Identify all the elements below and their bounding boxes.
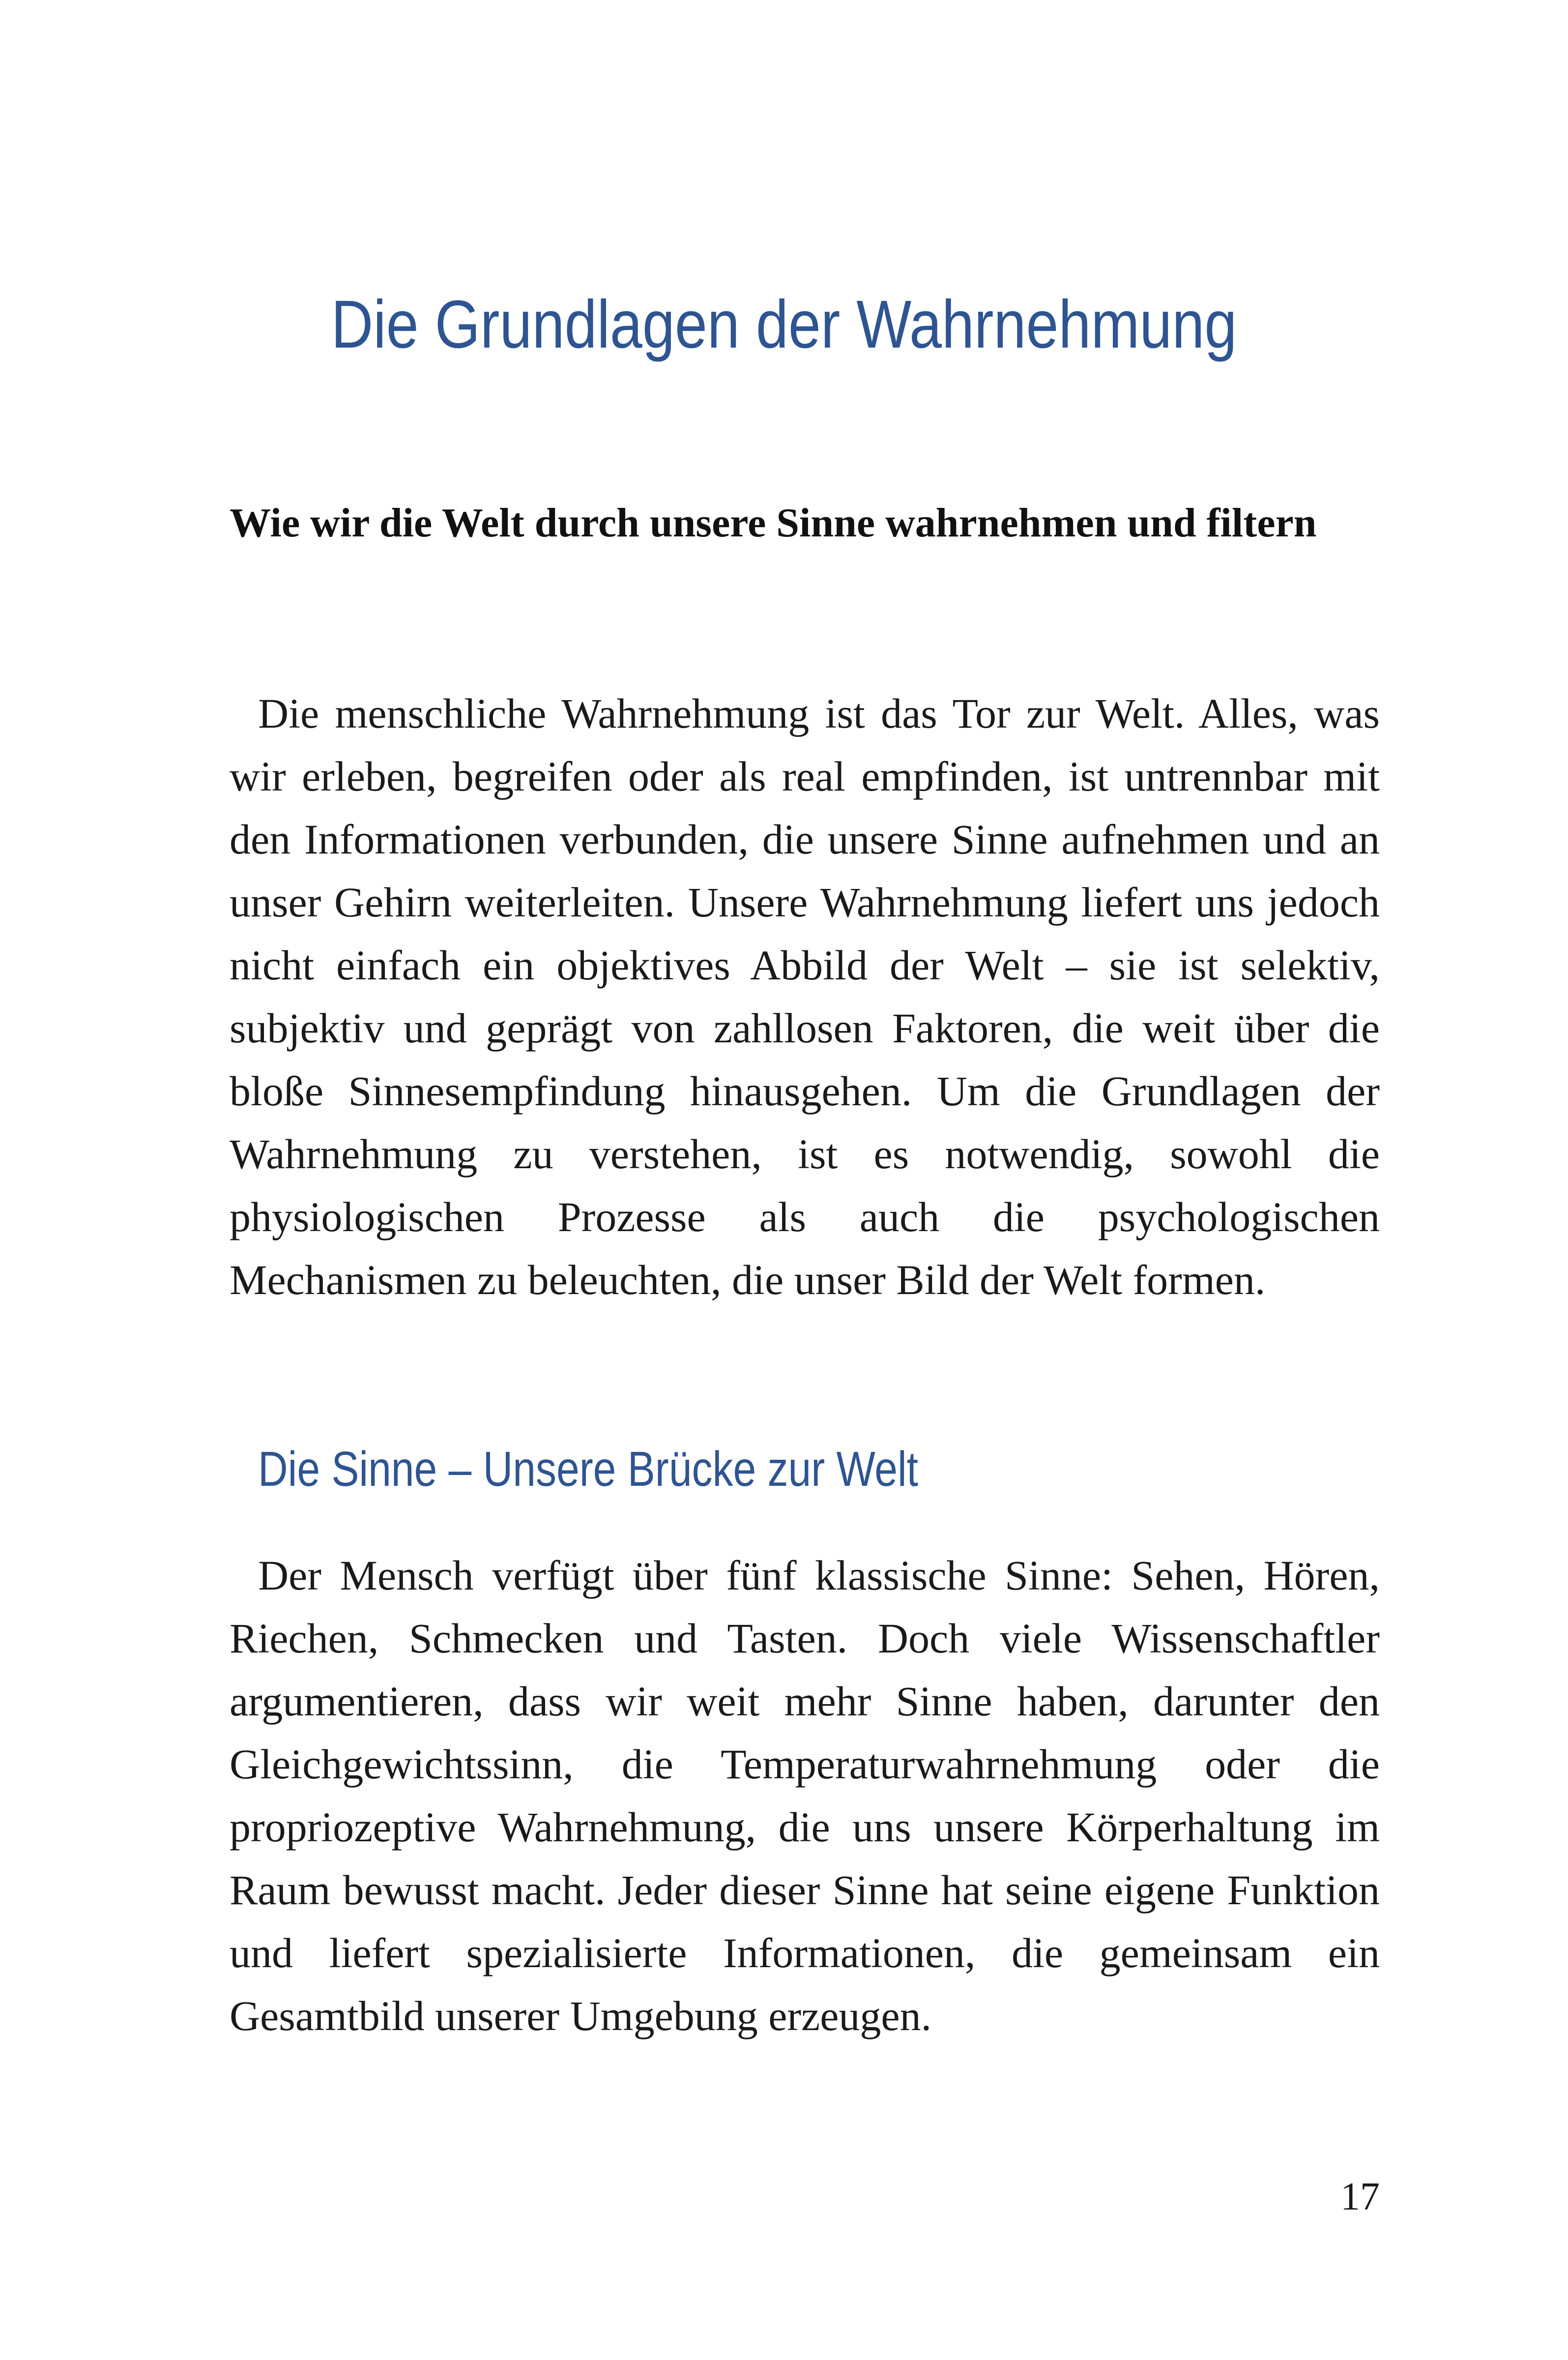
- section-heading: Wie wir die Welt durch unsere Sinne wahrnehmen und filtern: [230, 500, 1317, 546]
- body-paragraph-intro: Die menschliche Wahrnehmung ist das Tor zur Welt. Alles, was wir erleben, begreifen oder als real empfinden, ist untrennbar mit den Informationen verbunden, die unsere Sinne aufnehmen und an unser Gehirn weiterleiten. Unsere Wahrnehmung liefert uns jedoch nicht einfach ein objektives Abbild der Welt – sie ist selektiv, subjektiv und geprägt von zahllosen Faktoren, die weit über die bloße Sinnesempfindung hinausgehen. Um die Grundlagen der Wahrnehmung zu verstehen, ist es notwendig, sowohl die physiologischen Prozesse als auch die psychologischen Mechanismen zu beleuchten, die unser Bild der Welt formen.: [230, 690, 1380, 1303]
- body-paragraph-senses: Der Mensch verfügt über fünf klassische Sinne: Sehen, Hören, Riechen, Schmecken und Tasten. Doch viele Wissenschaftler argumentieren, dass wir weit mehr Sinne haben, darunter den Gleichgewichtssinn, die Temperaturwahrnehmung oder die propriozeptive Wahrnehmung, die uns unsere Körperhaltung im Raum bewusst macht. Jeder dieser Sinne hat seine eigene Funktion und liefert spezialisierte Informationen, die gemeinsam ein Gesamtbild unserer Umgebung erzeugen.: [230, 1552, 1380, 2039]
- chapter-title: Die Grundlagen der Wahrnehmung: [331, 287, 1237, 362]
- subsection-heading: Die Sinne – Unsere Brücke zur Welt: [258, 1442, 919, 1497]
- page-number: 17: [1340, 2175, 1380, 2218]
